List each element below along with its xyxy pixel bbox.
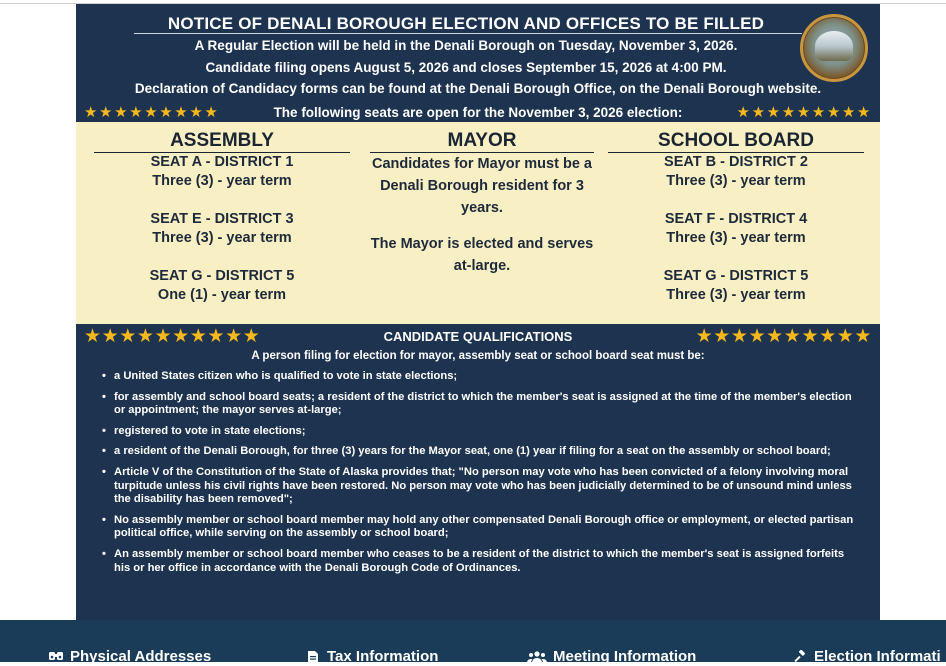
assembly-column	[94, 122, 350, 305]
school-board-seat	[608, 153, 864, 191]
assembly-seat	[94, 267, 350, 305]
qualifications-banner	[76, 326, 880, 346]
seat-term: Three (3) - year term	[666, 173, 806, 189]
footer-link-label: Physical Addresses	[70, 648, 212, 665]
seat-term: Three (3) - year term	[152, 230, 292, 246]
seat-name: SEAT A - DISTRICT 1	[150, 154, 294, 170]
qualifications-intro: A person filing for election for mayor, assembly seat or school board seat must be:	[251, 350, 705, 362]
star-icon-row-right: ★★★★★★★★★★	[695, 325, 872, 347]
gavel-icon	[792, 650, 808, 663]
open-seats-panel	[76, 122, 880, 324]
school-board-seat	[608, 210, 864, 248]
mayor-at-large-text: The Mayor is elected and serves at-large.	[370, 236, 594, 274]
notice-line-filing-period: Candidate filing opens August 5, 2026 and closes September 15, 2026 at 4:00 PM.	[205, 60, 727, 75]
seats-open-text: The following seats are open for the November 3, 2026 election:	[273, 104, 683, 120]
mayor-residency-text: Candidates for Mayor must be a Denali Borough resident for 3 years.	[372, 156, 592, 216]
assembly-seat	[94, 210, 350, 248]
school-board-column	[608, 122, 864, 305]
notice-line-forms: Declaration of Candidacy forms can be found at the Denali Borough Office, on the Denali Borough website.	[134, 81, 822, 96]
notice-line-election-date: A Regular Election will be held in the Denali Borough on Tuesday, November 3, 2026.	[194, 38, 738, 53]
assembly-seat	[94, 153, 350, 191]
list-item: • Article V of the Constitution of the State of Alaska provides that; "No person may vote who has been convicted of a felony involving moral turpitude unless his civil rights have been restored. No person may vote who has been judicially determined to be of unsound mind unless the disability has been removed";	[102, 466, 862, 507]
qualifications-title: CANDIDATE QUALIFICATIONS	[383, 328, 573, 344]
seat-term: One (1) - year term	[157, 287, 287, 303]
footer-nav	[0, 620, 946, 665]
seat-name: SEAT G - DISTRICT 5	[663, 268, 809, 284]
star-icon-row-left: ★★★★★★★★★★	[84, 325, 261, 347]
borough-seal-logo	[800, 14, 868, 82]
footer-link-election-information[interactable]	[792, 648, 941, 665]
footer-link-physical-addresses[interactable]	[48, 648, 211, 665]
title-divider	[134, 33, 802, 34]
footer-link-label: Tax Information	[327, 648, 439, 665]
star-icon-row-left: ★★★★★★★★★	[84, 104, 220, 121]
qualifications-list	[102, 370, 862, 582]
seal-mountain-icon	[815, 31, 853, 61]
footer-link-meeting-information[interactable]	[527, 648, 696, 665]
list-item: • No assembly member or school board member may hold any other compensated Denali Borough office or employment, or elected partisan political office, while serving on the assembly or school board;	[102, 514, 862, 541]
list-item: • registered to vote in state elections;	[102, 425, 862, 439]
star-icon-row-right: ★★★★★★★★★	[736, 104, 872, 121]
list-item: • a resident of the Denali Borough, for three (3) years for the Mayor seat, one (1) year if filing for a seat on the assembly or school board;	[102, 445, 862, 459]
notice-header	[76, 4, 880, 122]
list-item: • for assembly and school board seats; a resident of the district to which the member's seat is assigned at the time of the member's election or appointment; the mayor serves at-large;	[102, 391, 862, 418]
assembly-title: ASSEMBLY	[170, 130, 274, 151]
seat-name: SEAT B - DISTRICT 2	[664, 154, 808, 170]
mayor-title: MAYOR	[447, 130, 517, 151]
list-item: • An assembly member or school board member who ceases to be a resident of the district to which the member's seat is assigned forfeits his or her office in accordance with the Denali Borough Code of Ordinances.	[102, 548, 862, 575]
footer-link-label: Meeting Information	[553, 648, 697, 665]
mayor-column	[370, 122, 594, 277]
list-item: • a United States citizen who is qualified to vote in state elections;	[102, 370, 862, 384]
map-signs-icon	[48, 650, 64, 663]
footer-link-tax-information[interactable]	[305, 648, 438, 665]
seat-name: SEAT F - DISTRICT 4	[664, 211, 808, 227]
footer-link-label: Election Informati	[814, 648, 941, 665]
election-notice-image	[76, 4, 880, 620]
seat-name: SEAT G - DISTRICT 5	[149, 268, 295, 284]
seat-term: Three (3) - year term	[666, 287, 806, 303]
notice-title: NOTICE OF DENALI BOROUGH ELECTION AND OFFICES TO BE FILLED	[167, 14, 765, 33]
file-invoice-icon	[305, 650, 321, 663]
seat-name: SEAT E - DISTRICT 3	[150, 211, 294, 227]
school-board-seat	[608, 267, 864, 305]
seat-term: Three (3) - year term	[666, 230, 806, 246]
candidate-qualifications-panel	[76, 324, 880, 620]
school-board-title: SCHOOL BOARD	[658, 130, 814, 151]
users-icon	[527, 650, 547, 663]
seat-term: Three (3) - year term	[152, 173, 292, 189]
seats-open-banner	[76, 103, 880, 121]
